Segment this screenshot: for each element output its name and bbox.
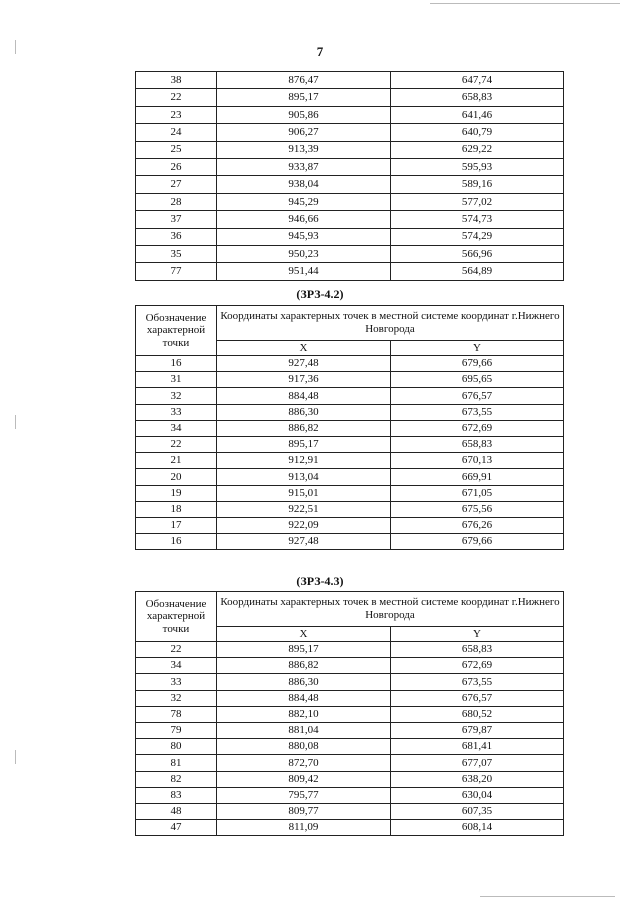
table-row	[136, 534, 564, 550]
table-row	[136, 501, 564, 517]
point-number-cell: 48	[136, 803, 217, 819]
coordinates-table-zrz-4-3	[135, 591, 564, 836]
table-row	[136, 372, 564, 388]
x-coordinate-cell: 895,17	[217, 642, 391, 658]
table-row	[136, 485, 564, 501]
y-coordinate-cell: 670,13	[391, 453, 564, 469]
table-row	[136, 803, 564, 819]
x-coordinate-cell: 933,87	[217, 158, 391, 175]
point-number-cell: 22	[136, 89, 217, 106]
table-body	[136, 72, 564, 281]
y-coordinate-cell: 566,96	[391, 245, 564, 262]
point-number-cell: 26	[136, 158, 217, 175]
coordinates-group-header: Координаты характерных точек в местной системе координат г.Нижнего Новгорода	[217, 592, 564, 627]
point-number-cell: 38	[136, 72, 217, 89]
scan-margin-mark	[15, 415, 16, 429]
x-coordinate-cell: 895,17	[217, 89, 391, 106]
point-number-cell: 22	[136, 436, 217, 452]
x-coordinate-cell: 895,17	[217, 436, 391, 452]
x-coordinate-cell: 880,08	[217, 739, 391, 755]
scan-top-rule	[430, 3, 620, 4]
point-number-cell: 16	[136, 534, 217, 550]
x-coordinate-cell: 884,48	[217, 690, 391, 706]
coordinates-group-header: Координаты характерных точек в местной системе координат г.Нижнего Новгорода	[217, 306, 564, 341]
point-number-cell: 34	[136, 658, 217, 674]
y-coordinate-cell: 595,93	[391, 158, 564, 175]
table-row	[136, 404, 564, 420]
point-number-cell: 81	[136, 755, 217, 771]
y-coordinate-cell: 658,83	[391, 436, 564, 452]
x-coordinate-cell: 915,01	[217, 485, 391, 501]
coordinates-table-zrz-4-2	[135, 305, 564, 550]
point-number-cell: 19	[136, 485, 217, 501]
x-coordinate-cell: 913,39	[217, 141, 391, 158]
x-coordinate-cell: 809,77	[217, 803, 391, 819]
y-coordinate-cell: 564,89	[391, 263, 564, 280]
point-number-cell: 78	[136, 706, 217, 722]
x-coordinate-cell: 905,86	[217, 106, 391, 123]
x-coordinate-cell: 881,04	[217, 722, 391, 738]
y-coordinate-cell: 638,20	[391, 771, 564, 787]
y-coordinate-cell: 677,07	[391, 755, 564, 771]
point-number-cell: 31	[136, 372, 217, 388]
table-row	[136, 388, 564, 404]
point-designation-header: Обозначение характерной точки	[136, 306, 217, 356]
x-coordinate-cell: 938,04	[217, 176, 391, 193]
table-row	[136, 193, 564, 210]
y-coordinate-cell: 672,69	[391, 658, 564, 674]
y-coordinate-cell: 647,74	[391, 72, 564, 89]
x-coordinate-cell: 927,48	[217, 534, 391, 550]
point-number-cell: 80	[136, 739, 217, 755]
y-coordinate-cell: 679,66	[391, 356, 564, 372]
point-number-cell: 21	[136, 453, 217, 469]
y-coordinate-cell: 640,79	[391, 124, 564, 141]
y-coordinate-cell: 679,87	[391, 722, 564, 738]
coordinates-table-continued	[135, 71, 564, 281]
table-row	[136, 436, 564, 452]
point-number-cell: 36	[136, 228, 217, 245]
x-column-header: X	[217, 341, 391, 356]
point-number-cell: 27	[136, 176, 217, 193]
y-coordinate-cell: 676,57	[391, 690, 564, 706]
table-row	[136, 176, 564, 193]
point-number-cell: 47	[136, 820, 217, 836]
table-row	[136, 141, 564, 158]
table-row	[136, 642, 564, 658]
y-coordinate-cell: 681,41	[391, 739, 564, 755]
table-row	[136, 72, 564, 89]
point-number-cell: 34	[136, 420, 217, 436]
table-row	[136, 228, 564, 245]
table-row	[136, 658, 564, 674]
table-row	[136, 690, 564, 706]
point-number-cell: 16	[136, 356, 217, 372]
point-number-cell: 77	[136, 263, 217, 280]
point-number-cell: 28	[136, 193, 217, 210]
x-coordinate-cell: 945,29	[217, 193, 391, 210]
y-coordinate-cell: 673,55	[391, 674, 564, 690]
table-row	[136, 263, 564, 280]
table-body	[136, 356, 564, 550]
x-coordinate-cell: 886,82	[217, 420, 391, 436]
x-coordinate-cell: 809,42	[217, 771, 391, 787]
point-number-cell: 32	[136, 690, 217, 706]
table-row	[136, 755, 564, 771]
table-row	[136, 420, 564, 436]
x-coordinate-cell: 811,09	[217, 820, 391, 836]
y-coordinate-cell: 630,04	[391, 787, 564, 803]
y-coordinate-cell: 577,02	[391, 193, 564, 210]
point-number-cell: 33	[136, 674, 217, 690]
y-coordinate-cell: 574,73	[391, 211, 564, 228]
point-number-cell: 17	[136, 517, 217, 533]
x-coordinate-cell: 876,47	[217, 72, 391, 89]
table-row	[136, 211, 564, 228]
y-coordinate-cell: 658,83	[391, 89, 564, 106]
x-coordinate-cell: 922,09	[217, 517, 391, 533]
table-caption-zrz-4-2: (ЗРЗ-4.2)	[296, 287, 344, 301]
y-coordinate-cell: 676,57	[391, 388, 564, 404]
y-coordinate-cell: 641,46	[391, 106, 564, 123]
y-coordinate-cell: 673,55	[391, 404, 564, 420]
x-coordinate-cell: 927,48	[217, 356, 391, 372]
table-row	[136, 517, 564, 533]
point-number-cell: 33	[136, 404, 217, 420]
table-row	[136, 453, 564, 469]
point-number-cell: 23	[136, 106, 217, 123]
x-coordinate-cell: 886,30	[217, 404, 391, 420]
x-coordinate-cell: 951,44	[217, 263, 391, 280]
x-coordinate-cell: 950,23	[217, 245, 391, 262]
y-coordinate-cell: 629,22	[391, 141, 564, 158]
point-designation-header: Обозначение характерной точки	[136, 592, 217, 642]
x-coordinate-cell: 886,30	[217, 674, 391, 690]
table-row	[136, 674, 564, 690]
table-row	[136, 158, 564, 175]
x-coordinate-cell: 913,04	[217, 469, 391, 485]
page-number: 7	[316, 44, 324, 59]
table-row	[136, 722, 564, 738]
point-number-cell: 25	[136, 141, 217, 158]
point-number-cell: 22	[136, 642, 217, 658]
x-coordinate-cell: 922,51	[217, 501, 391, 517]
y-coordinate-cell: 589,16	[391, 176, 564, 193]
y-coordinate-cell: 676,26	[391, 517, 564, 533]
x-coordinate-cell: 917,36	[217, 372, 391, 388]
point-number-cell: 18	[136, 501, 217, 517]
x-coordinate-cell: 946,66	[217, 211, 391, 228]
table-row	[136, 787, 564, 803]
x-coordinate-cell: 912,91	[217, 453, 391, 469]
table-row	[136, 706, 564, 722]
y-coordinate-cell: 680,52	[391, 706, 564, 722]
y-coordinate-cell: 675,56	[391, 501, 564, 517]
point-number-cell: 20	[136, 469, 217, 485]
y-coordinate-cell: 671,05	[391, 485, 564, 501]
table-caption-zrz-4-3: (ЗРЗ-4.3)	[296, 574, 344, 588]
table-row	[136, 739, 564, 755]
x-column-header: X	[217, 627, 391, 642]
point-number-cell: 79	[136, 722, 217, 738]
point-number-cell: 37	[136, 211, 217, 228]
table-row	[136, 820, 564, 836]
table-row	[136, 89, 564, 106]
y-coordinate-cell: 669,91	[391, 469, 564, 485]
y-coordinate-cell: 607,35	[391, 803, 564, 819]
x-coordinate-cell: 906,27	[217, 124, 391, 141]
y-coordinate-cell: 658,83	[391, 642, 564, 658]
scan-margin-mark	[15, 750, 16, 764]
x-coordinate-cell: 882,10	[217, 706, 391, 722]
table-row	[136, 469, 564, 485]
table-body	[136, 642, 564, 836]
table-row	[136, 106, 564, 123]
x-coordinate-cell: 886,82	[217, 658, 391, 674]
y-coordinate-cell: 679,66	[391, 534, 564, 550]
y-column-header: Y	[391, 341, 564, 356]
point-number-cell: 32	[136, 388, 217, 404]
x-coordinate-cell: 795,77	[217, 787, 391, 803]
point-number-cell: 82	[136, 771, 217, 787]
point-number-cell: 83	[136, 787, 217, 803]
x-coordinate-cell: 945,93	[217, 228, 391, 245]
scan-bottom-rule	[480, 896, 615, 897]
table-row	[136, 245, 564, 262]
y-coordinate-cell: 608,14	[391, 820, 564, 836]
table-row	[136, 124, 564, 141]
y-coordinate-cell: 574,29	[391, 228, 564, 245]
x-coordinate-cell: 884,48	[217, 388, 391, 404]
table-row	[136, 356, 564, 372]
table-row	[136, 771, 564, 787]
y-coordinate-cell: 695,65	[391, 372, 564, 388]
point-number-cell: 35	[136, 245, 217, 262]
y-coordinate-cell: 672,69	[391, 420, 564, 436]
x-coordinate-cell: 872,70	[217, 755, 391, 771]
point-number-cell: 24	[136, 124, 217, 141]
y-column-header: Y	[391, 627, 564, 642]
